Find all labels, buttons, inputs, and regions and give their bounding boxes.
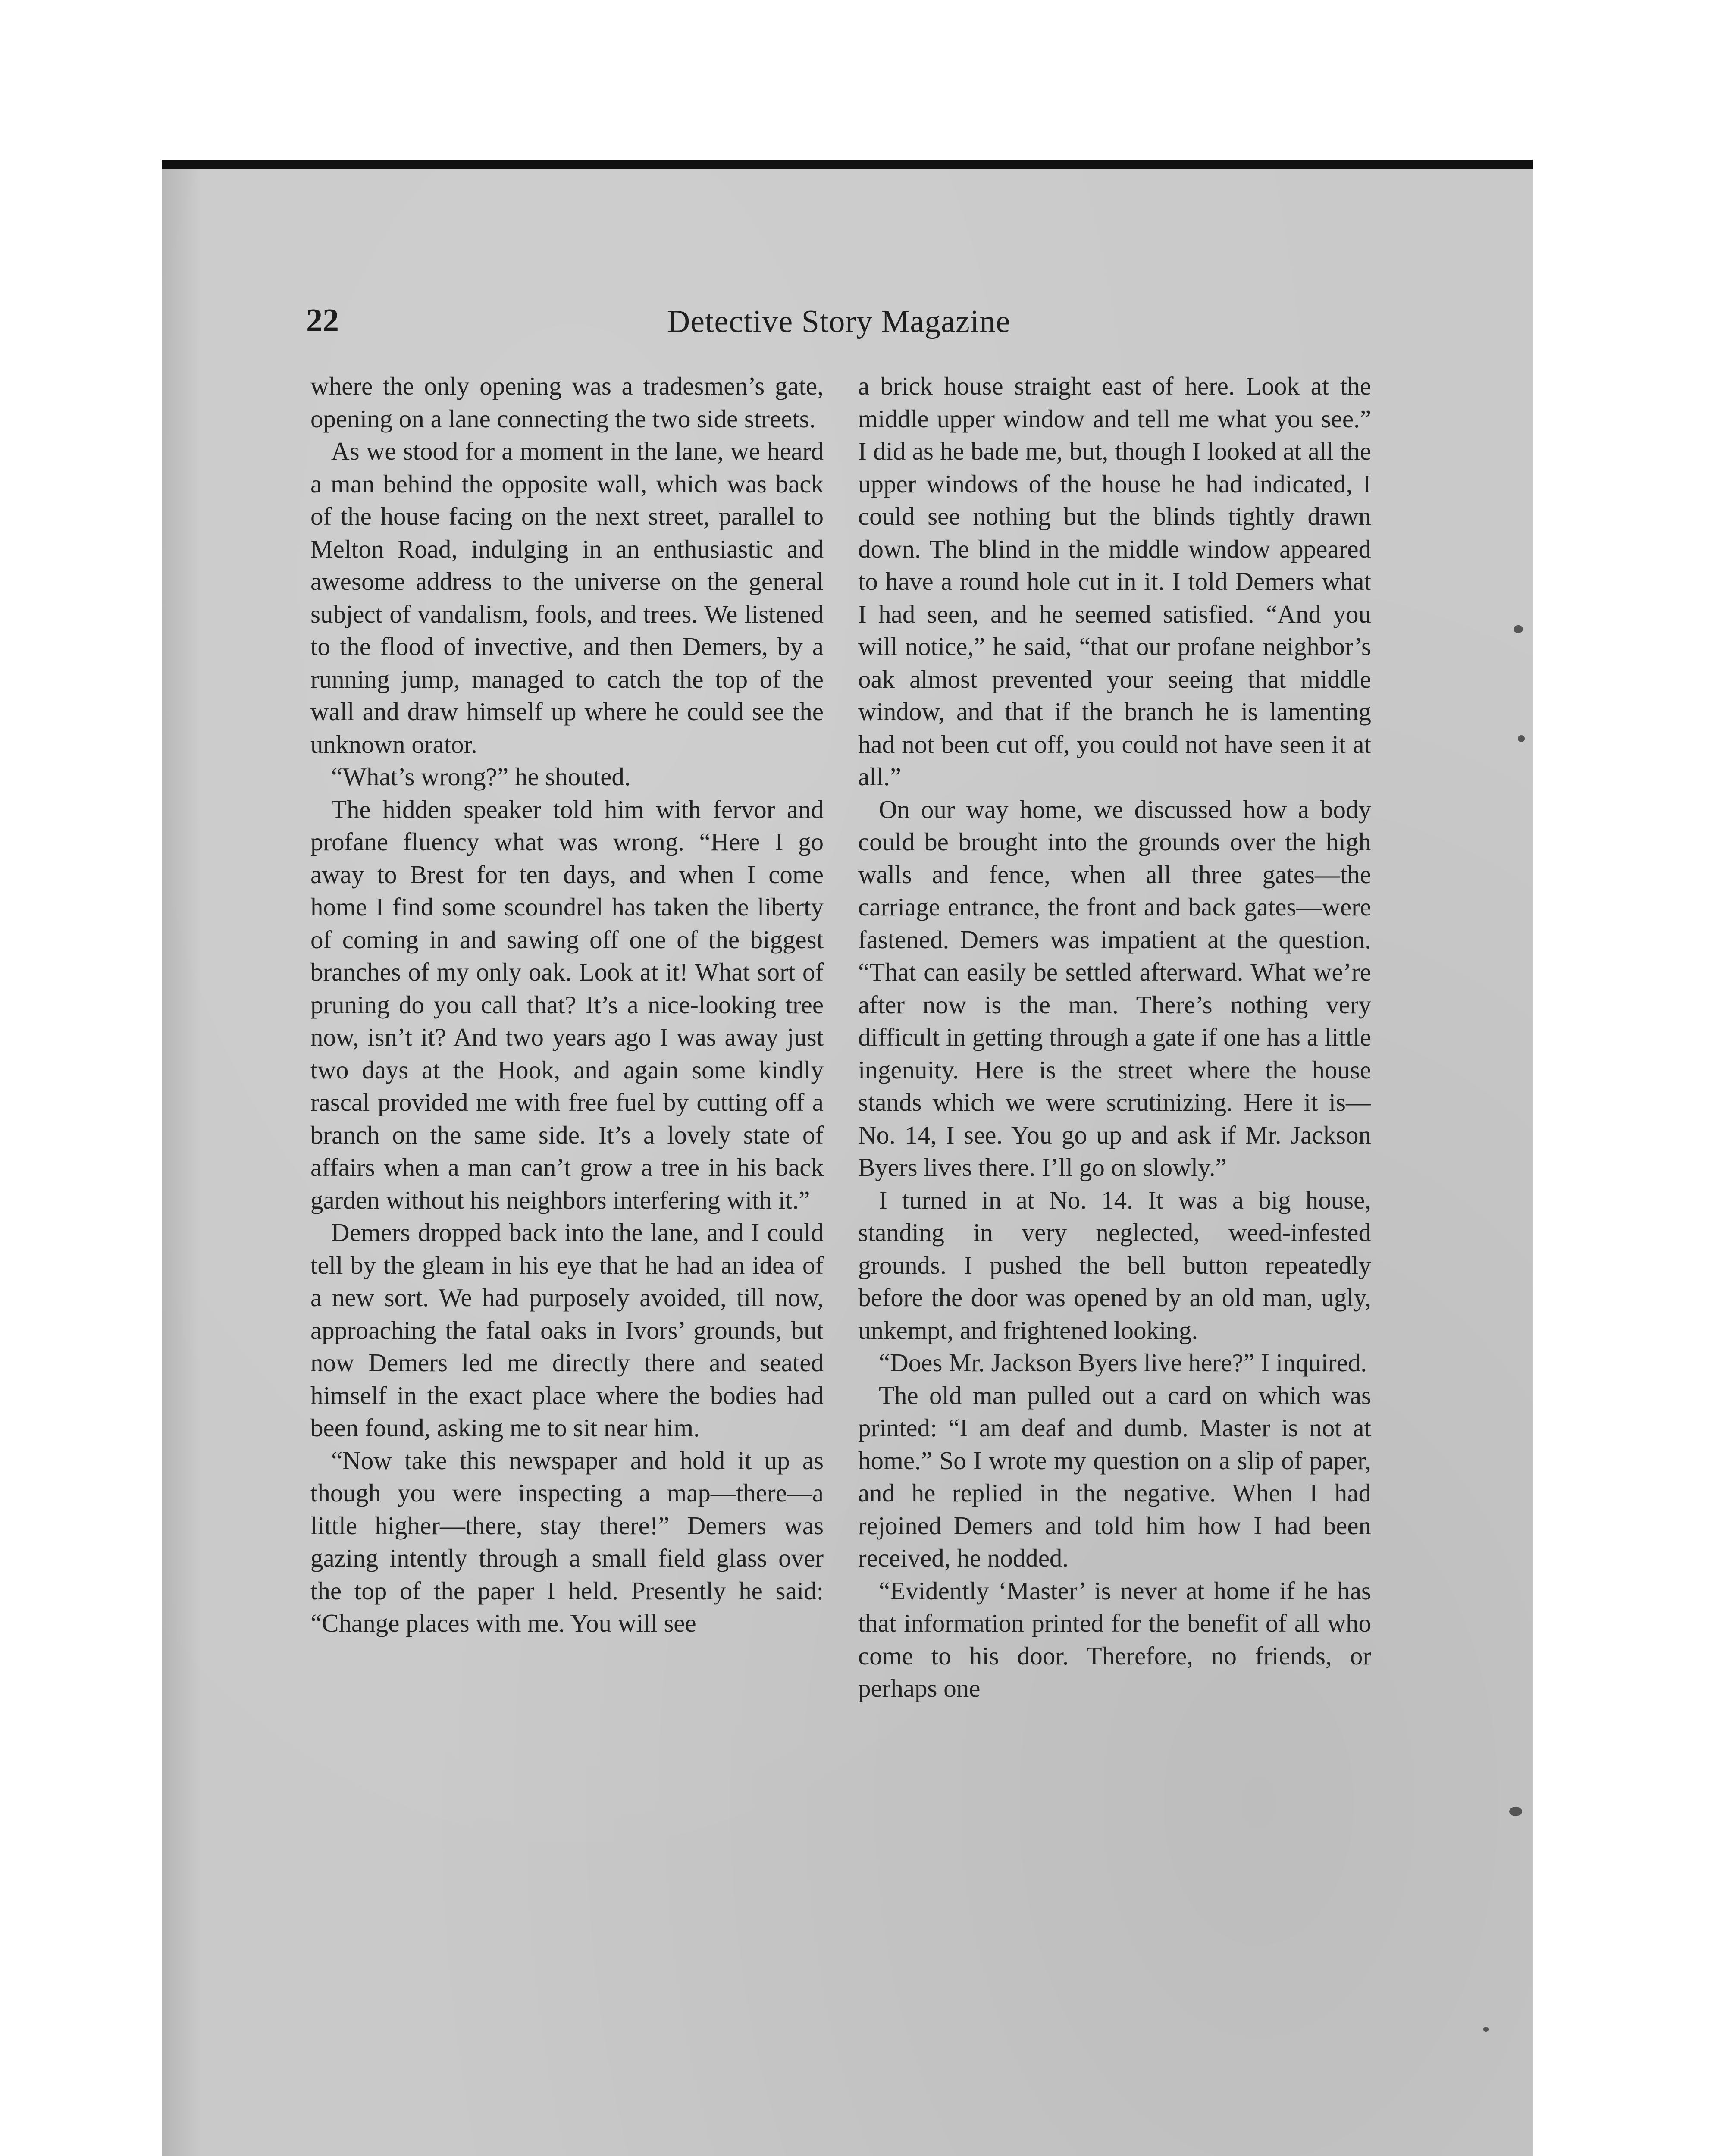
paragraph: “Evidently ‘Master’ is never at home if he has that information printed for the benefit of all who come to his door. Therefore, no friends, or perhaps one	[858, 1576, 1371, 1702]
paragraph: On our way home, we discussed how a body could be brought into the grounds over the high walls and fence, when all three gates—the carriage entrance, the front and back gates—were fastened. Demers was impatient at the question. “That can easily be settled afterward. What we’re after now is the man. There’s nothing very difficult in getting through a gate if one has a little ingenuity. Here is the street where the house stands which we were scrutinizing. Here it is—No. 14, I see. You go up and ask if Mr. Jackson Byers lives there. I’ll go on slowly.”	[858, 795, 1371, 1181]
paper-speck	[1514, 625, 1523, 633]
paragraph: The old man pulled out a card on which was printed: “I am deaf and dumb. Master is not at home.” So I wrote my question on a slip of paper, and he replied in the negative. When I had rejoined Demers and told him how I had been received, he nodded.	[858, 1381, 1371, 1572]
paragraph: Demers dropped back into the lane, and I could tell by the gleam in his eye that he had an idea of a new sort. We had purposely avoided, till now, approaching the fatal oaks in Ivors’ grounds, but now Demers led me directly there and seated himself in the exact place where the bodies had been found, asking me to sit near him.	[310, 1218, 824, 1442]
paper-speck	[1509, 1807, 1522, 1816]
right-column	[858, 370, 1371, 2043]
paragraph: a brick house straight east of here. Look at the middle upper window and tell me what you see.” I did as he bade me, but, though I looked at all the upper windows of the house he had indicated, I could see nothing but the blinds tightly drawn down. The blind in the middle window appeared to have a round hole cut in it. I told Demers what I had seen, and he seemed satisfied. “And you will notice,” he said, “that our profane neighbor’s oak almost prevented your seeing that middle window, and that if the branch he is lamenting had not been cut off, you could not have seen it at all.”	[858, 372, 1371, 791]
text-columns	[310, 370, 1371, 2043]
page-header	[306, 302, 1371, 349]
page-edge-shadow	[162, 169, 201, 2156]
paragraph: “Now take this newspaper and hold it up as though you were inspecting a map—there—a little higher—there, stay there!” Demers was gazing intently through a small field glass over the top of the paper I held. Presently he said: “Change places with me. You will see	[310, 1446, 824, 1637]
paragraph: where the only opening was a tradesmen’s gate, opening on a lane connecting the two side streets.	[310, 372, 824, 433]
paragraph: The hidden speaker told him with fervor and profane fluency what was wrong. “Here I go away to Brest for ten days, and when I come home I find some scoundrel has taken the liberty of coming in and sawing off one of the biggest branches of my only oak. Look at it! What sort of pruning do you call that? It’s a nice-looking tree now, isn’t it? And two years ago I was away just two days at the Hook, and again some kindly rascal provided me with free fuel by cutting off a branch on the same side. It’s a lovely state of affairs when a man can’t grow a tree in his back garden without his neighbors interfering with it.”	[310, 795, 824, 1214]
paragraph: As we stood for a moment in the lane, we heard a man behind the opposite wall, which was back of the house facing on the next street, parallel to Melton Road, indulging in an enthusiastic and awesome address to the universe on the general subject of vandalism, fools, and trees. We listened to the flood of invective, and then Demers, by a running jump, managed to catch the top of the wall and draw himself up where he could see the unknown orator.	[310, 437, 824, 758]
paragraph: “Does Mr. Jackson Byers live here?” I inquired.	[879, 1348, 1367, 1377]
paper-speck	[1483, 2027, 1489, 2032]
paper-speck	[1518, 735, 1525, 742]
paragraph: I turned in at No. 14. It was a big house, standing in very neglected, weed-infested grounds. I pushed the bell button repeatedly before the door was opened by an old man, ugly, unkempt, and frightened looking.	[858, 1185, 1371, 1344]
running-title: Detective Story Magazine	[667, 304, 1011, 339]
left-column	[310, 370, 824, 2043]
paragraph: “What’s wrong?” he shouted.	[331, 762, 631, 791]
page-number: 22	[306, 302, 339, 338]
